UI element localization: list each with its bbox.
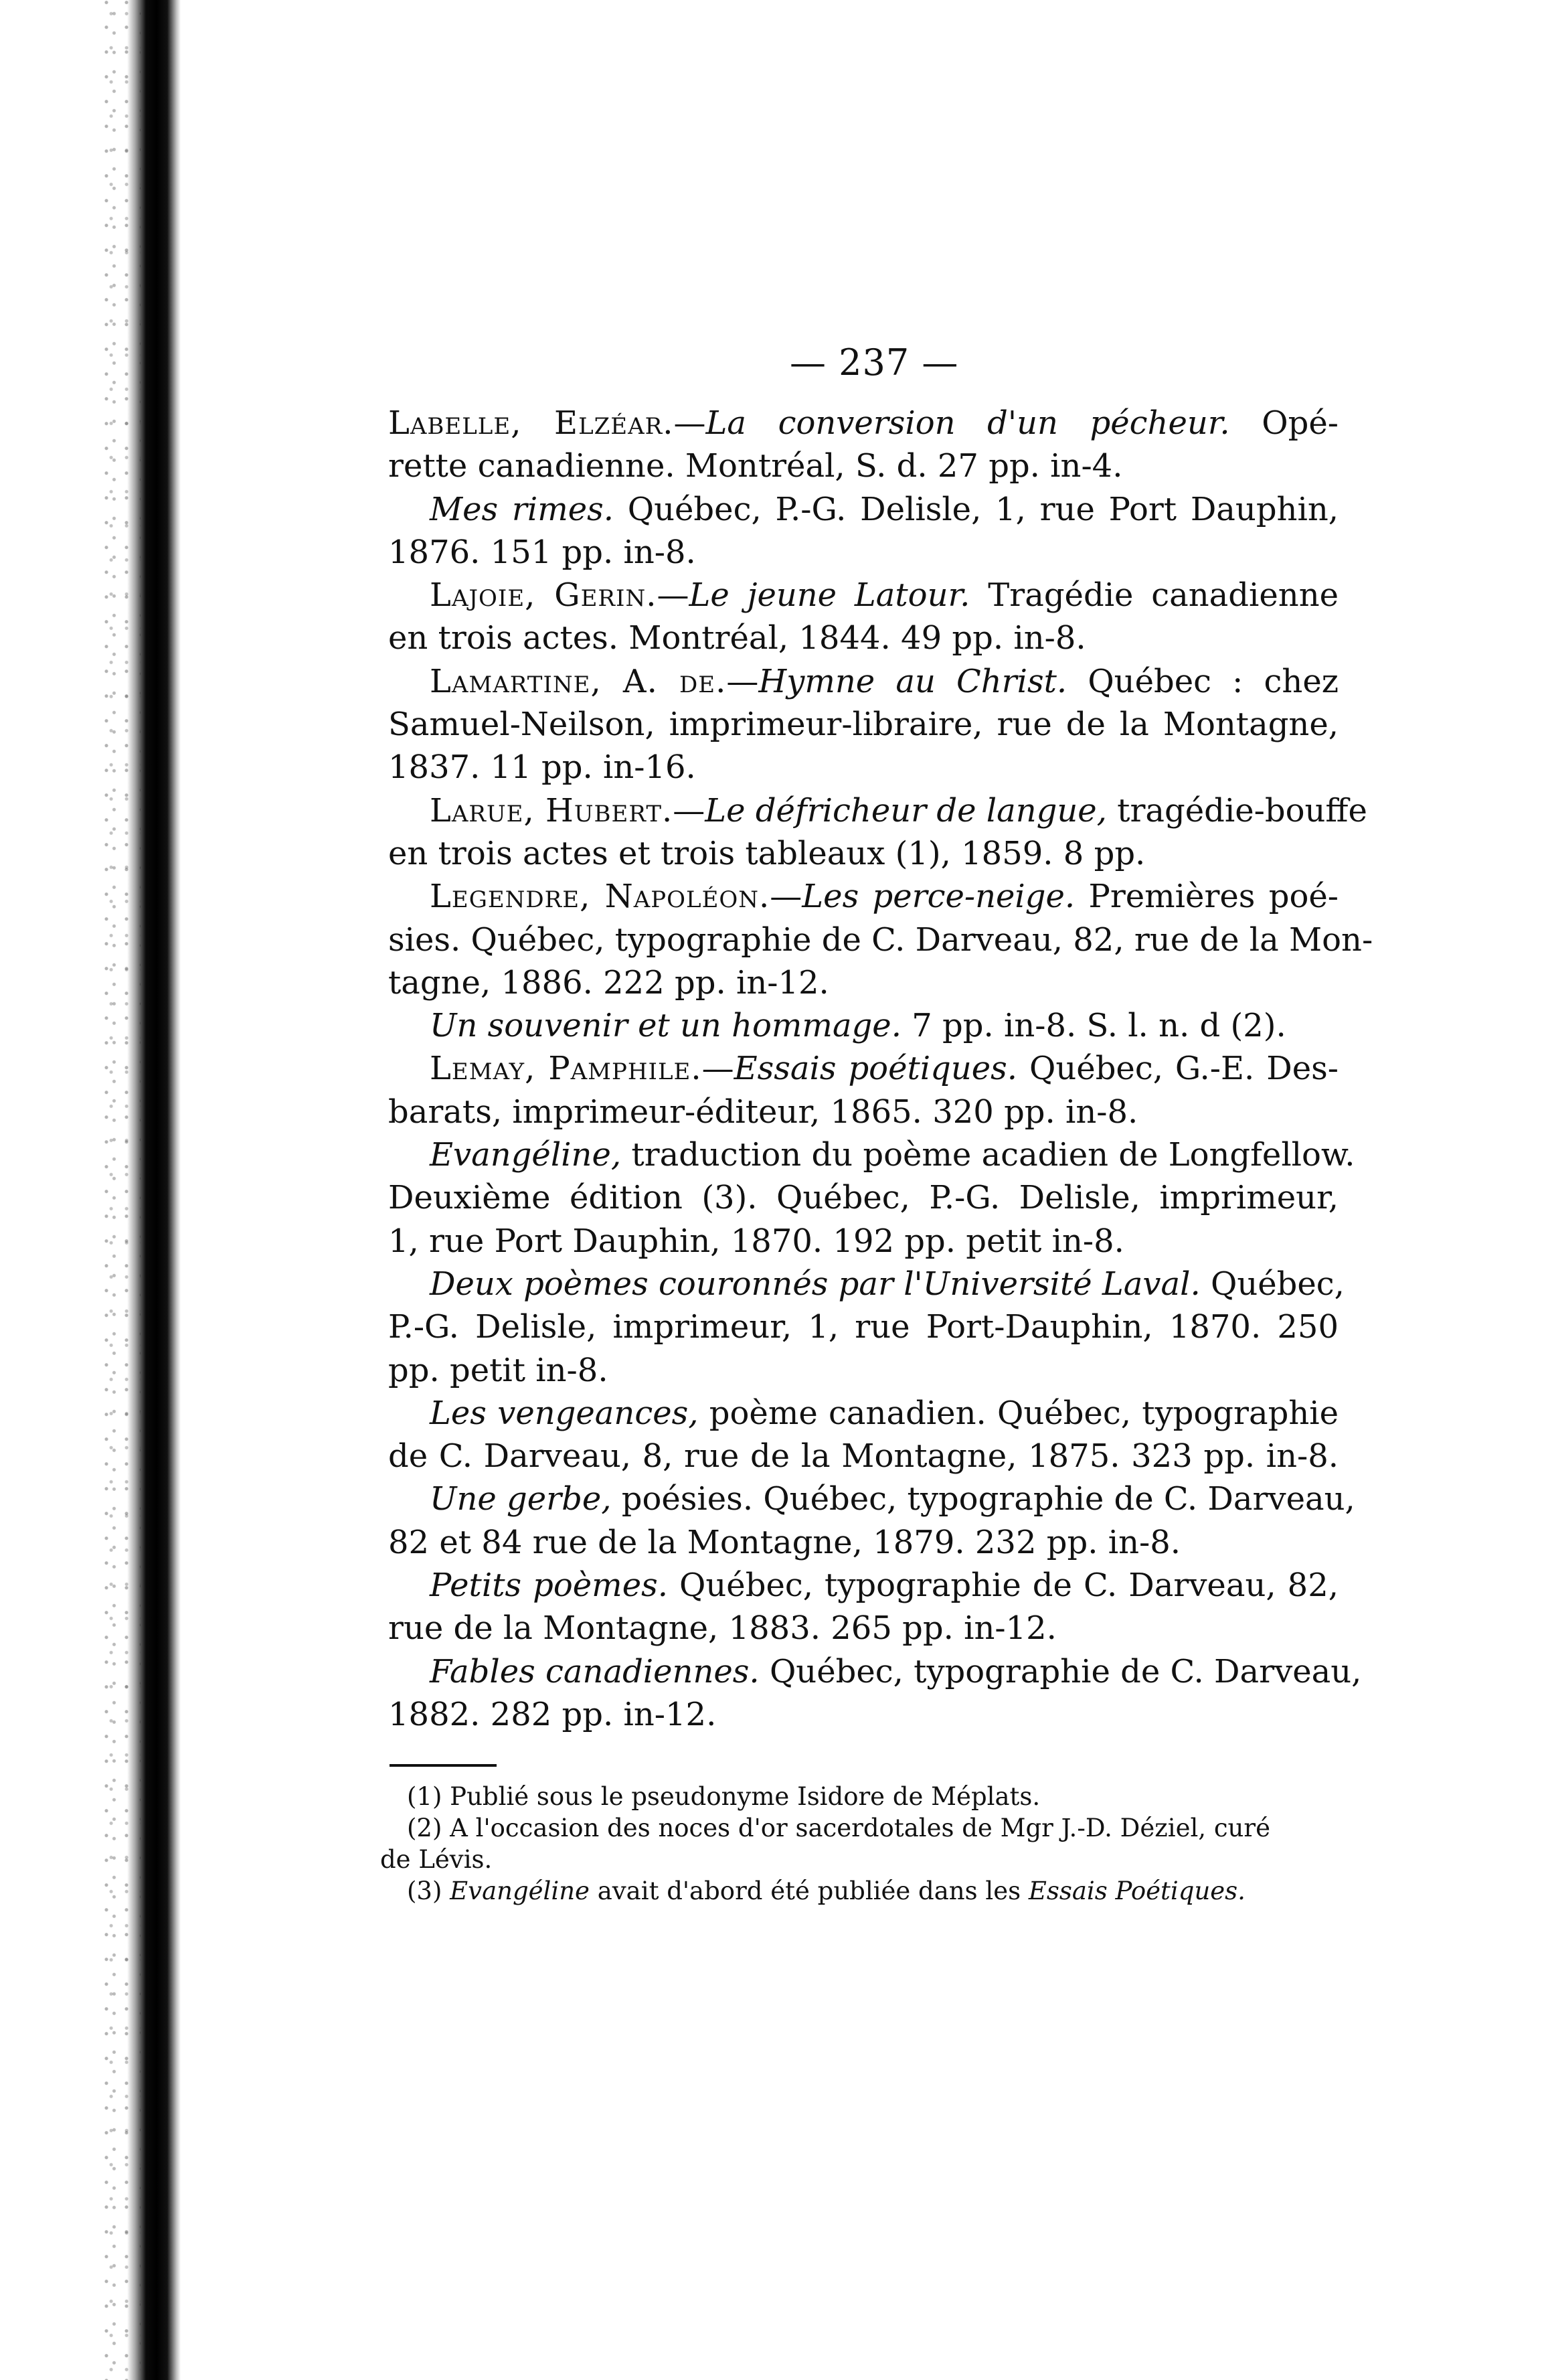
work-title: Fables canadiennes. bbox=[430, 1652, 760, 1690]
text-line bbox=[388, 1047, 1339, 1090]
em-dash: — bbox=[673, 791, 705, 829]
work-title: Les vengeances, bbox=[430, 1394, 699, 1432]
entry-text: Québec : chez bbox=[1067, 662, 1339, 700]
entry-text: Opé- bbox=[1229, 404, 1339, 442]
entry-text: tragédie-bouffe bbox=[1106, 791, 1367, 829]
entry-text: Premières poé- bbox=[1075, 878, 1339, 916]
footnote-text: (2) A l'occasion des noces d'or sacerdotales de Mgr J.-D. Déziel, curé bbox=[407, 1814, 1270, 1842]
footnote-text: avait d'abord été publiée dans les bbox=[589, 1877, 1029, 1905]
text-line bbox=[388, 1263, 1345, 1305]
page-number: — 237 — bbox=[790, 341, 959, 384]
text-line bbox=[388, 1004, 1339, 1047]
footnote bbox=[380, 1844, 1317, 1875]
work-title: Une gerbe, bbox=[430, 1480, 612, 1518]
work-title: Le défricheur de langue, bbox=[705, 791, 1107, 829]
text-line bbox=[388, 445, 1339, 487]
text-line bbox=[388, 919, 1373, 961]
author-name: Lamartine, A. de. bbox=[430, 662, 727, 700]
footnote-text: de Lévis. bbox=[380, 1845, 493, 1874]
entry-text: 1, rue Port Dauphin, 1870. 192 pp. petit in-8. bbox=[388, 1222, 1124, 1260]
work-title: Un souvenir et un hommage. bbox=[430, 1007, 902, 1045]
text-line bbox=[388, 531, 1339, 574]
em-dash: — bbox=[673, 404, 706, 442]
entry-text: 1882. 282 pp. in-12. bbox=[388, 1695, 717, 1733]
author-name: Lemay, Pamphile. bbox=[430, 1050, 702, 1088]
entry-text: traduction du poème acadien de Longfellow. bbox=[621, 1136, 1355, 1174]
text-line bbox=[388, 1305, 1339, 1348]
text-line bbox=[388, 1176, 1339, 1219]
text-line bbox=[388, 746, 1339, 789]
entry-text: rue de la Montagne, 1883. 265 pp. in-12. bbox=[388, 1609, 1057, 1648]
entry-text: sies. Québec, typographie de C. Darveau, 82, rue de la Mon- bbox=[388, 921, 1373, 959]
entry-text: tagne, 1886. 222 pp. in-12. bbox=[388, 963, 829, 1002]
entry-text: en trois actes et trois tableaux (1), 1859. 8 pp. bbox=[388, 834, 1146, 872]
text-line bbox=[388, 488, 1339, 531]
entry-text: 82 et 84 rue de la Montagne, 1879. 232 pp. in-8. bbox=[388, 1523, 1181, 1561]
text-line bbox=[388, 1521, 1339, 1564]
text-line bbox=[388, 875, 1339, 918]
text-line bbox=[388, 402, 1339, 445]
footnote bbox=[380, 1875, 1317, 1907]
work-title: Le jeune Latour. bbox=[689, 576, 970, 615]
footnote-divider bbox=[390, 1764, 497, 1767]
text-line bbox=[388, 789, 1367, 832]
work-title: Hymne au Christ. bbox=[758, 662, 1067, 700]
work-title: Essais poétiques. bbox=[734, 1050, 1018, 1088]
work-title: La conversion d'un pécheur. bbox=[705, 404, 1230, 442]
entry-text: pp. petit in-8. bbox=[388, 1351, 608, 1389]
em-dash: — bbox=[726, 662, 759, 700]
work-title: Evangéline, bbox=[430, 1136, 622, 1174]
text-line bbox=[388, 617, 1339, 659]
text-line bbox=[388, 961, 1339, 1004]
entry-text: Québec, typographie de C. Darveau, 82, bbox=[668, 1567, 1339, 1605]
em-dash: — bbox=[657, 576, 689, 615]
entry-text: de C. Darveau, 8, rue de la Montagne, 1875. 323 pp. in-8. bbox=[388, 1437, 1339, 1476]
entry-text: poème canadien. Québec, typographie bbox=[698, 1394, 1339, 1432]
author-name: Legendre, Napoléon. bbox=[430, 878, 770, 916]
text-line bbox=[388, 1220, 1339, 1263]
entry-text: 1837. 11 pp. in-16. bbox=[388, 748, 696, 787]
entry-text: Québec, P.-G. Delisle, 1, rue Port Dauphin, bbox=[614, 490, 1339, 528]
text-line bbox=[388, 1349, 1339, 1392]
text-line bbox=[388, 1091, 1339, 1133]
text-line bbox=[388, 1435, 1339, 1478]
author-name: Larue, Hubert. bbox=[430, 791, 673, 829]
entry-text: 1876. 151 pp. in-8. bbox=[388, 533, 696, 571]
bibliography-text bbox=[388, 402, 1373, 1736]
author-name: Labelle, Elzéar. bbox=[388, 404, 674, 442]
em-dash: — bbox=[770, 878, 802, 916]
footnote-title: Evangéline bbox=[450, 1877, 590, 1905]
text-line bbox=[388, 1607, 1339, 1650]
author-name: Lajoie, Gerin. bbox=[430, 576, 657, 615]
text-line bbox=[388, 1392, 1339, 1435]
footnote bbox=[380, 1781, 1317, 1812]
work-title: Les perce-neige. bbox=[802, 878, 1076, 916]
text-line bbox=[388, 1650, 1362, 1693]
text-line bbox=[388, 1693, 1339, 1736]
entry-text: P.-G. Delisle, imprimeur, 1, rue Port-Dauphin, 1870. 250 bbox=[388, 1308, 1339, 1346]
entry-text: Deuxième édition (3). Québec, P.-G. Delisle, imprimeur, bbox=[388, 1179, 1339, 1217]
text-line bbox=[388, 574, 1339, 617]
scan-speckle bbox=[100, 0, 141, 2380]
entry-text: 7 pp. in-8. S. l. n. d (2). bbox=[901, 1007, 1286, 1045]
entry-text: barats, imprimeur-éditeur, 1865. 320 pp. in-8. bbox=[388, 1093, 1138, 1131]
entry-text: Samuel-Neilson, imprimeur-libraire, rue de la Montagne, bbox=[388, 706, 1339, 744]
footnote bbox=[380, 1812, 1317, 1844]
text-line bbox=[388, 703, 1339, 746]
entry-text: Québec, bbox=[1200, 1265, 1345, 1303]
entry-text: Québec, G.-E. Des- bbox=[1017, 1050, 1339, 1088]
entry-text: Tragédie canadienne bbox=[970, 576, 1339, 615]
work-title: Deux poèmes couronnés par l'Université Laval. bbox=[430, 1265, 1201, 1303]
em-dash: — bbox=[701, 1050, 734, 1088]
entry-text: rette canadienne. Montréal, S. d. 27 pp. in-4. bbox=[388, 447, 1123, 485]
footnote-text: (1) Publié sous le pseudonyme Isidore de Méplats. bbox=[407, 1782, 1041, 1811]
footnotes bbox=[380, 1781, 1317, 1907]
entry-text: Québec, typographie de C. Darveau, bbox=[759, 1652, 1362, 1690]
text-line bbox=[388, 832, 1339, 875]
work-title: Petits poèmes. bbox=[430, 1567, 668, 1605]
entry-text: en trois actes. Montréal, 1844. 49 pp. in-8. bbox=[388, 619, 1086, 657]
work-title: Mes rimes. bbox=[430, 490, 614, 528]
entry-text: poésies. Québec, typographie de C. Darveau, bbox=[611, 1480, 1355, 1518]
text-line bbox=[388, 660, 1339, 703]
footnote-title: Essais Poétiques. bbox=[1028, 1877, 1246, 1905]
footnote-text: (3) bbox=[407, 1877, 450, 1905]
text-line bbox=[388, 1133, 1355, 1176]
text-line bbox=[388, 1564, 1339, 1607]
text-line bbox=[388, 1478, 1355, 1520]
